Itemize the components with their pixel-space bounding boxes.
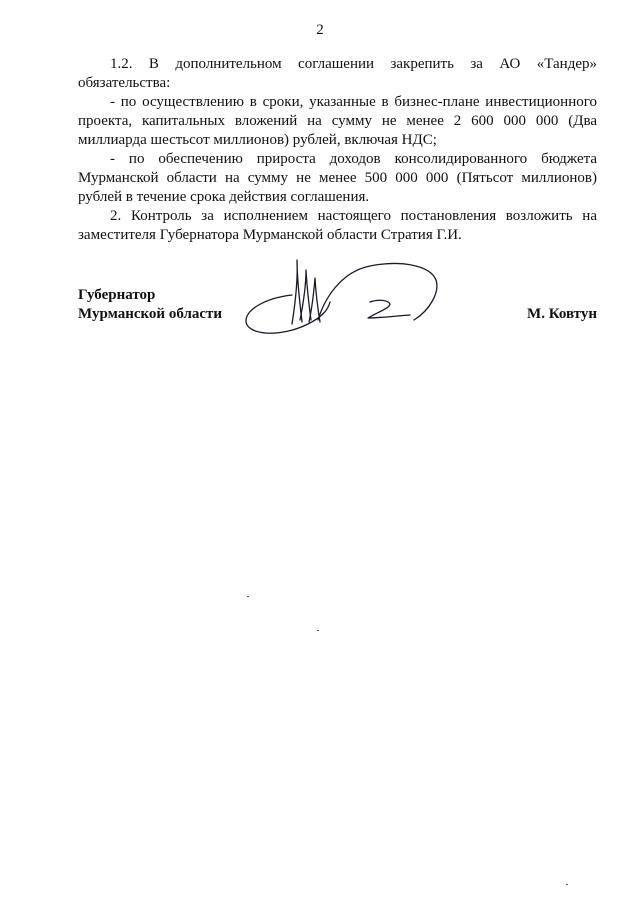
scan-speck [317, 630, 319, 631]
paragraph-control: 2. Контроль за исполнением настоящего постановления возложить на заместителя Губернатора Мурманской области Стратия Г.И. [78, 208, 597, 243]
document-body [78, 55, 597, 245]
signer-position [78, 286, 222, 324]
signer-position-line1: Губернатор [78, 287, 156, 303]
signer-position-line2: Мурманской области [78, 306, 223, 322]
signer-name: М. Ковтун [527, 306, 597, 322]
paragraph-investment-obligation: - по осуществлению в сроки, указанные в бизнес-плане инвестиционного проекта, капитальных вложений на сумму не менее 2 600 000 000 (Два миллиарда шестьсот миллионов) рублей, включая НДС; [78, 94, 597, 148]
paragraph-budget-obligation: - по обеспечению прироста доходов консолидированного бюджета Мурманской области на сумму не менее 500 000 000 (Пятьсот миллионов) рублей в течение срока действия соглашения. [78, 151, 597, 205]
paragraph-obligations-intro: 1.2. В дополнительном соглашении закрепить за АО «Тандер» обязательства: [78, 56, 597, 91]
handwritten-signature [240, 250, 450, 340]
scan-speck [566, 884, 568, 885]
page-number: 2 [316, 22, 324, 38]
scan-speck [247, 596, 249, 597]
